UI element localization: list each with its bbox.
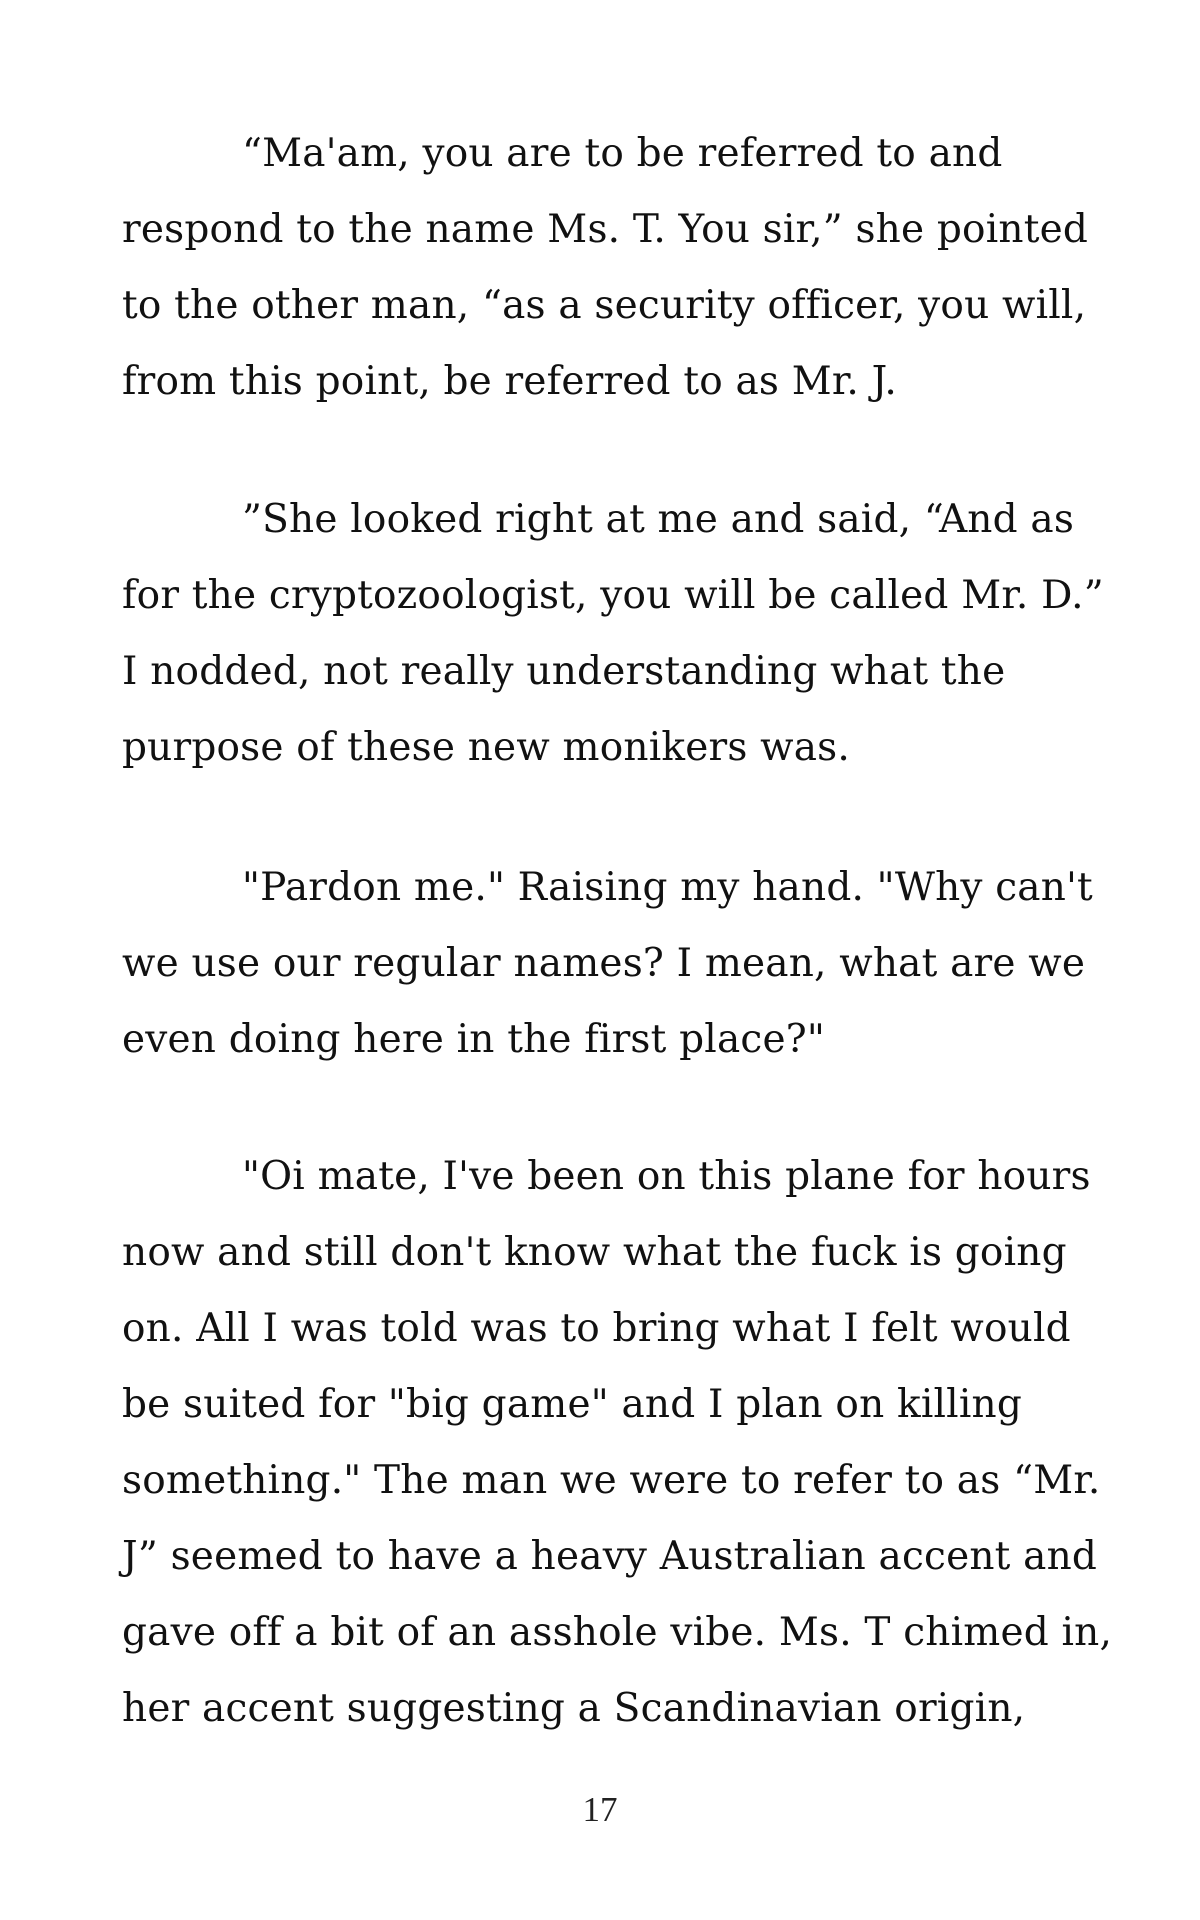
paragraph-line: “Ma'am, you are to be referred to and	[242, 131, 1003, 176]
paragraph-line: "Oi mate, I've been on this plane for hours	[242, 1154, 1091, 1199]
paragraph-line: now and still don't know what the fuck is going	[122, 1230, 1067, 1275]
paragraph-line: to the other man, “as a security officer, you will,	[122, 283, 1087, 328]
paragraph-line: purpose of these new monikers was.	[122, 725, 850, 770]
page-number: 17	[582, 1790, 618, 1829]
paragraph-line: I nodded, not really understanding what the	[122, 649, 1006, 694]
paragraph-line: from this point, be referred to as Mr. J.	[122, 359, 898, 404]
paragraph-line: J” seemed to have a heavy Australian accent and	[122, 1534, 1098, 1579]
paragraph-line: respond to the name Ms. T. You sir,” she pointed	[122, 207, 1089, 252]
paragraph-line: gave off a bit of an asshole vibe. Ms. T chimed in,	[122, 1610, 1113, 1655]
paragraph-line: for the cryptozoologist, you will be called Mr. D.”	[122, 573, 1104, 618]
paragraph-line: her accent suggesting a Scandinavian origin,	[122, 1686, 1026, 1731]
paragraph-line: something." The man we were to refer to as “Mr.	[122, 1458, 1101, 1503]
paragraph-line: be suited for "big game" and I plan on killing	[122, 1382, 1023, 1427]
paragraph-line: ”She looked right at me and said, “And as	[242, 497, 1075, 542]
paragraph-line: even doing here in the first place?"	[122, 1017, 825, 1062]
paragraph-line: we use our regular names? I mean, what are we	[122, 941, 1086, 986]
paragraph-line: "Pardon me." Raising my hand. "Why can't	[242, 865, 1093, 910]
paragraph-line: on. All I was told was to bring what I felt would	[122, 1306, 1071, 1351]
